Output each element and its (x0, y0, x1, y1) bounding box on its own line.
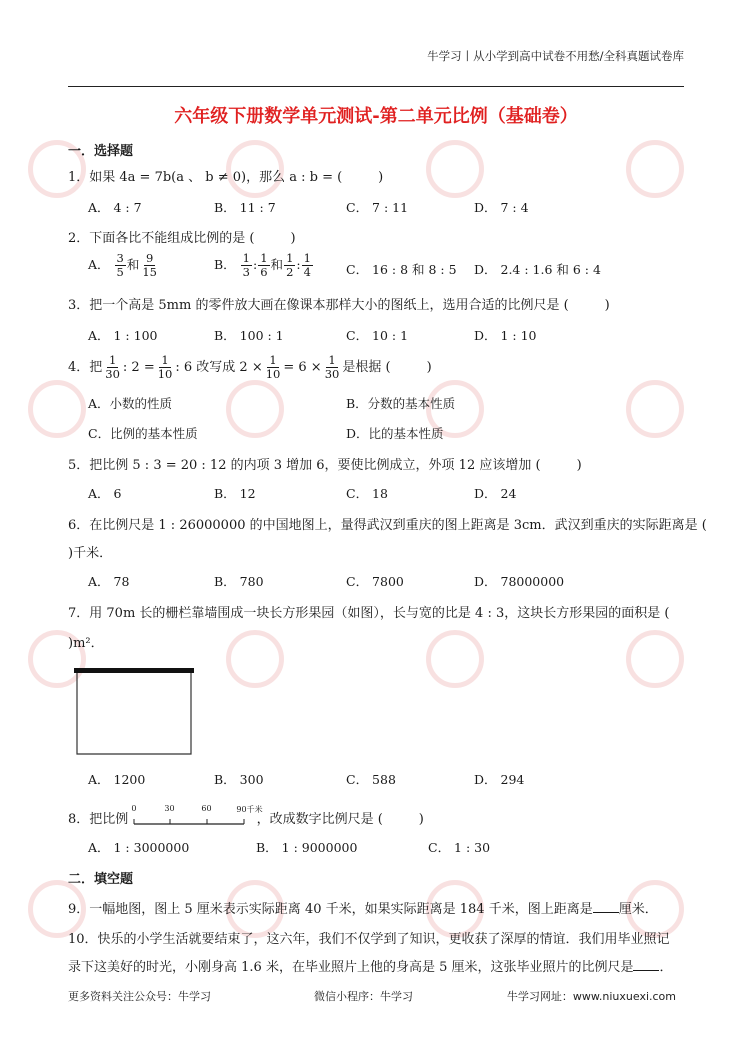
watermark-logo-icon (226, 630, 284, 688)
question-9: 9．一幅地图，图上 5 厘米表示实际距离 40 千米，如果实际距离是 184 千米，图上距离是 厘米． (68, 902, 658, 917)
fraction: $\frac{9}{15}$ (142, 251, 157, 279)
question-text: 9．一幅地图，图上 5 厘米表示实际距离 40 千米，如果实际距离是 184 千米，图上距离是 (68, 902, 593, 917)
q3-option-c: C． 10 : 1 (346, 328, 409, 343)
q2-option-c: C． 16 : 8 和 8 : 5 (346, 262, 457, 277)
section-heading-fill: 二．填空题 (68, 872, 134, 887)
q8-option-b: B． 1 : 9000000 (256, 840, 358, 855)
question-1 (68, 166, 383, 185)
q7-option-b: B． 300 (214, 772, 264, 787)
question-text: 8．把比例 (68, 812, 129, 827)
paren-close: ) (378, 170, 384, 185)
paren-close: ) (290, 231, 296, 246)
question-10-line-1: 10．快乐的小学生活就要结束了，这六年，我们不仅学到了知识，更收获了深厚的情谊．我们用毕业照记 (68, 932, 670, 947)
question-6-line-1: 6．在比例尺是 1 : 26000000 的中国地图上，量得武汉到重庆的图上距离是 3cm．武汉到重庆的实际距离是 ( (68, 518, 707, 533)
scale-tick-label: 0 (131, 803, 137, 813)
question-5 (68, 454, 582, 473)
question-text: 2．下面各比不能组成比例的是 ( (68, 231, 255, 246)
watermark-logo-icon (426, 630, 484, 688)
q1-option-c: C． 7 : 11 (346, 200, 409, 215)
question-text: 5．把比例 5 : 3 = 20 : 12 的内项 3 增加 6，要使比例成立，外项 12 应该增加 ( (68, 458, 541, 473)
paren-close: ) (576, 458, 582, 473)
q6-option-a: A． 78 (88, 574, 130, 589)
q2-option-d: D． 2.4 : 1.6 和 6 : 4 (474, 262, 601, 277)
question-4: 4．把 $\frac{1}{30}$ : 2 = $\frac{1}{10}$ : 6 改写成 2 × $\frac{1}{10}$ = 6 × $\frac{1}{30}$ 是根据 ( ) (68, 353, 432, 381)
q4-option-d: D．比的基本性质 (346, 426, 444, 441)
question-7-line-1: 7．用 70m 长的栅栏靠墙围成一块长方形果园（如图），长与宽的比是 4 : 3，这块长方形果园的面积是 ( (68, 606, 670, 621)
paren-close: ) (426, 360, 432, 375)
question-text-end: ，改成数字比例尺是 ( (256, 812, 383, 827)
q6-option-c: C． 7800 (346, 574, 404, 589)
question-10-line-2: 录下这美好的时光，小刚身高 1.6 米，在毕业照片上他的身高是 5 厘米，这张毕业照片的比例尺是 ． (68, 960, 673, 975)
q2-option-a: A． $\frac{3}{5}$ 和 $\frac{9}{15}$ (88, 251, 157, 279)
option-label: A． (88, 257, 110, 272)
orchard-diagram (74, 668, 194, 756)
orchard-figure (74, 668, 194, 756)
watermark-logo-icon (626, 630, 684, 688)
question-7-line-2: )m²． (68, 636, 104, 651)
line-scale (131, 803, 263, 830)
q5-option-a: A． 6 (88, 486, 122, 501)
paren-close: ) (604, 298, 610, 313)
question-6-line-2: )千米． (68, 546, 113, 561)
q3-option-b: B． 100 : 1 (214, 328, 284, 343)
watermark-logo-icon (426, 140, 484, 198)
watermark-logo-icon (226, 380, 284, 438)
q6-option-d: D． 78000000 (474, 574, 565, 589)
q1-option-b: B． 11 : 7 (214, 200, 276, 215)
header-tagline: 牛学习丨从小学到高中试卷不用愁/全科真题试卷库 (427, 49, 684, 63)
watermark-logo-icon (626, 380, 684, 438)
q5-option-c: C． 18 (346, 486, 388, 501)
q1-option-a: A． 4 : 7 (88, 200, 142, 215)
question-text: 4．把 (68, 360, 103, 375)
answer-blank[interactable] (633, 958, 659, 971)
q4-option-b: B．分数的基本性质 (346, 396, 456, 411)
q4-option-a: A．小数的性质 (88, 396, 173, 411)
question-2 (68, 227, 296, 246)
scale-tick-label: 90千米 (236, 804, 263, 814)
footer-website[interactable]: 牛学习网址：www.niuxuexi.com (506, 990, 676, 1003)
wall-bar (74, 668, 194, 673)
footer-wechat-account: 更多资料关注公众号：牛学习 (68, 990, 211, 1003)
q5-option-b: B． 12 (214, 486, 256, 501)
q4-option-c: C．比例的基本性质 (88, 426, 198, 441)
footer-mini-program: 微信小程序：牛学习 (314, 990, 413, 1003)
question-text: 3．把一个高是 5mm 的零件放大画在像课本那样大小的图纸上，选用合适的比例尺是 ( (68, 298, 569, 313)
q7-option-a: A． 1200 (88, 772, 146, 787)
scale-tick-label: 30 (164, 803, 175, 813)
option-label: B． (214, 257, 236, 272)
fence-outline (77, 673, 191, 754)
section-heading-choice: 一．选择题 (68, 144, 134, 159)
q8-option-a: A． 1 : 3000000 (88, 840, 190, 855)
q3-option-a: A． 1 : 100 (88, 328, 158, 343)
q8-option-c: C． 1 : 30 (428, 840, 491, 855)
q3-option-d: D． 1 : 10 (474, 328, 537, 343)
scale-bar (132, 810, 252, 830)
paren-close: ) (418, 812, 424, 827)
watermark-logo-icon (626, 140, 684, 198)
q6-option-b: B． 780 (214, 574, 264, 589)
q2-option-b: B． $\frac{1}{3}$ : $\frac{1}{6}$ 和 $\frac{1}{2}$ : $\frac{1}{4}$ (214, 251, 311, 279)
question-3 (68, 294, 610, 313)
answer-blank[interactable] (593, 900, 619, 913)
watermark-logo-icon (28, 380, 86, 438)
q1-option-d: D． 7 : 4 (474, 200, 529, 215)
q7-option-d: D． 294 (474, 772, 525, 787)
q7-option-c: C． 588 (346, 772, 396, 787)
question-text: 1．如果 4a = 7b(a 、 b ≠ 0)，那么 a : b = ( (68, 170, 343, 185)
header-divider (68, 86, 684, 87)
scale-tick-label: 60 (201, 803, 212, 813)
question-8 (68, 803, 424, 830)
q5-option-d: D． 24 (474, 486, 517, 501)
page-title: 六年级下册数学单元测试-第二单元比例（基础卷） (174, 106, 578, 127)
fraction: $\frac{3}{5}$ (116, 251, 124, 279)
